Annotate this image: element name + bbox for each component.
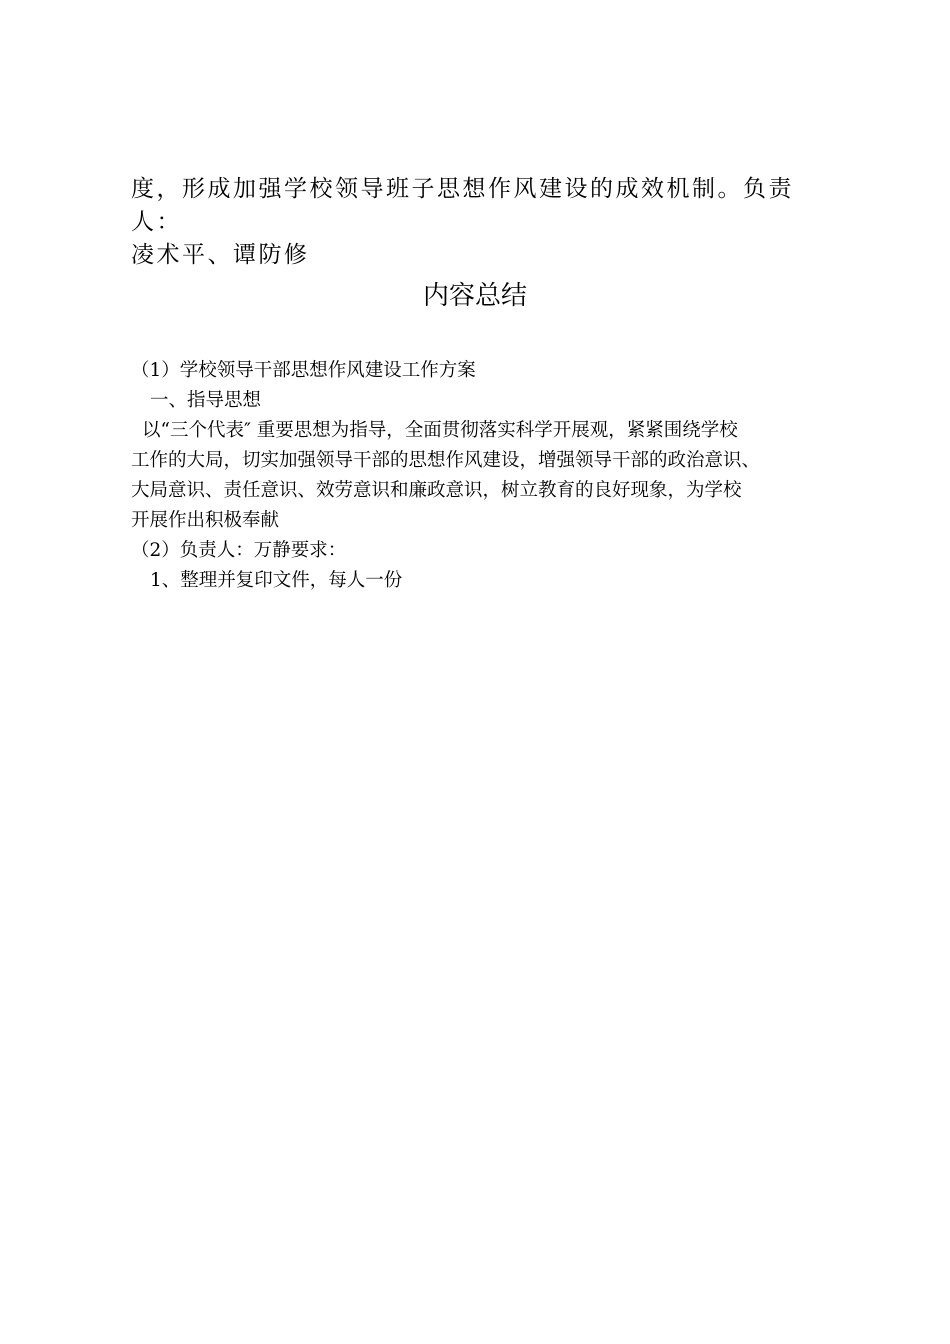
continuation-line-1: 度，形成加强学校领导班子思想作风建设的成效机制。负责人： (131, 176, 794, 235)
summary-subheading: 一、指导思想 (150, 390, 262, 411)
continuation-paragraph (131, 173, 841, 272)
summary-list-item: 1、整理并复印文件，每人一份 (150, 570, 403, 591)
summary-paragraph-line: 以“三个代表″ 重要思想为指导，全面贯彻落实科学开展观，紧紧围绕学校 (142, 420, 738, 441)
summary-heading-2: （2）负责人：万静要求： (131, 540, 347, 561)
summary-heading-1: （1）学校领导干部思想作风建设工作方案 (131, 360, 476, 381)
continuation-line-2: 凌术平、谭防修 (131, 242, 310, 268)
summary-paragraph-line: 工作的大局，切实加强领导干部的思想作风建设，增强领导干部的政治意识、 (131, 450, 761, 471)
summary-paragraph-line: 开展作出积极奉献 (131, 510, 280, 531)
summary-body (131, 356, 831, 596)
summary-title: 内容总结 (422, 281, 527, 311)
summary-paragraph-line: 大局意识、责任意识、效劳意识和廉政意识，树立教育的良好现象，为学校 (131, 480, 742, 501)
